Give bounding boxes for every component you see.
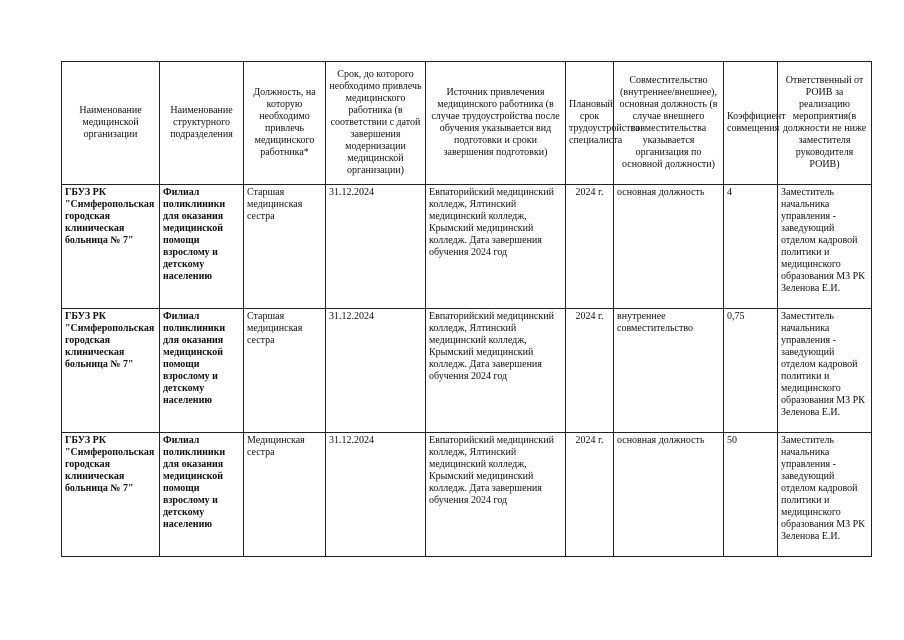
header-position: Должность, на которую необходимо привлечь медицинского работника*	[244, 62, 326, 185]
table-row	[62, 309, 872, 433]
cell-planned: 2024 г.	[566, 185, 614, 309]
org-line1: ГБУЗ РК	[65, 187, 106, 198]
org-line2: "Симферопольская городская клиническая больница № 7"	[65, 323, 155, 370]
header-source: Источник привлечения медицинского работника (в случае трудоустройства после обучения указывается вид подготовки и сроки завершения подготовки)	[426, 62, 566, 185]
cell-combination: основная должность	[614, 433, 724, 557]
header-deadline: Срок, до которого необходимо привлечь медицинского работника (в соответствии с датой завершения модернизации медицинской организации)	[326, 62, 426, 185]
cell-position: Старшая медицинская сестра	[244, 309, 326, 433]
cell-coef: 50	[724, 433, 778, 557]
cell-responsible: Заместитель начальника управления - заведующий отделом кадровой политики и медицинского образования МЗ РК Зеленова Е.И.	[778, 185, 872, 309]
cell-unit: Филиал поликлиники для оказания медицинской помощи взрослому и детскому населению	[160, 185, 244, 309]
cell-position: Медицинская сестра	[244, 433, 326, 557]
cell-deadline: 31.12.2024	[326, 433, 426, 557]
cell-planned: 2024 г.	[566, 433, 614, 557]
org-line2: "Симферопольская городская клиническая больница № 7"	[65, 199, 155, 246]
cell-org	[62, 309, 160, 433]
cell-combination: внутреннее совместительство	[614, 309, 724, 433]
cell-coef: 4	[724, 185, 778, 309]
cell-responsible: Заместитель начальника управления - заведующий отделом кадровой политики и медицинского образования МЗ РК Зеленова Е.И.	[778, 433, 872, 557]
cell-source: Евпаторийский медицинский колледж, Ялтинский медицинский колледж, Крымский медицинский колледж. Дата завершения обучения 2024 год	[426, 309, 566, 433]
cell-position: Старшая медицинская сестра	[244, 185, 326, 309]
cell-org	[62, 185, 160, 309]
cell-unit: Филиал поликлиники для оказания медицинской помощи взрослому и детскому населению	[160, 309, 244, 433]
header-coef: Коэффициент совмещения	[724, 62, 778, 185]
cell-responsible: Заместитель начальника управления - заведующий отделом кадровой политики и медицинского образования МЗ РК Зеленова Е.И.	[778, 309, 872, 433]
table-header-row	[62, 62, 872, 185]
cell-org	[62, 433, 160, 557]
staffing-table	[61, 61, 872, 557]
header-unit: Наименование структурного подразделения	[160, 62, 244, 185]
cell-planned: 2024 г.	[566, 309, 614, 433]
cell-coef: 0,75	[724, 309, 778, 433]
table-row	[62, 433, 872, 557]
cell-unit: Филиал поликлиники для оказания медицинской помощи взрослому и детскому населению	[160, 433, 244, 557]
header-planned: Плановый срок трудоустройства специалиста	[566, 62, 614, 185]
header-org: Наименование медицинской организации	[62, 62, 160, 185]
header-combination: Совместительство (внутреннее/внешнее), основная должность (в случае внешнего совместительства указывается организация по основной должности)	[614, 62, 724, 185]
org-line1: ГБУЗ РК	[65, 435, 106, 446]
org-line1: ГБУЗ РК	[65, 311, 106, 322]
cell-combination: основная должность	[614, 185, 724, 309]
cell-deadline: 31.12.2024	[326, 185, 426, 309]
table-row	[62, 185, 872, 309]
org-line2: "Симферопольская городская клиническая больница № 7"	[65, 447, 155, 494]
cell-source: Евпаторийский медицинский колледж, Ялтинский медицинский колледж, Крымский медицинский колледж. Дата завершения обучения 2024 год	[426, 433, 566, 557]
cell-source: Евпаторийский медицинский колледж, Ялтинский медицинский колледж, Крымский медицинский колледж. Дата завершения обучения 2024 год	[426, 185, 566, 309]
cell-deadline: 31.12.2024	[326, 309, 426, 433]
header-responsible: Ответственный от РОИВ за реализацию мероприятия(в должности не ниже заместителя руководителя РОИВ)	[778, 62, 872, 185]
